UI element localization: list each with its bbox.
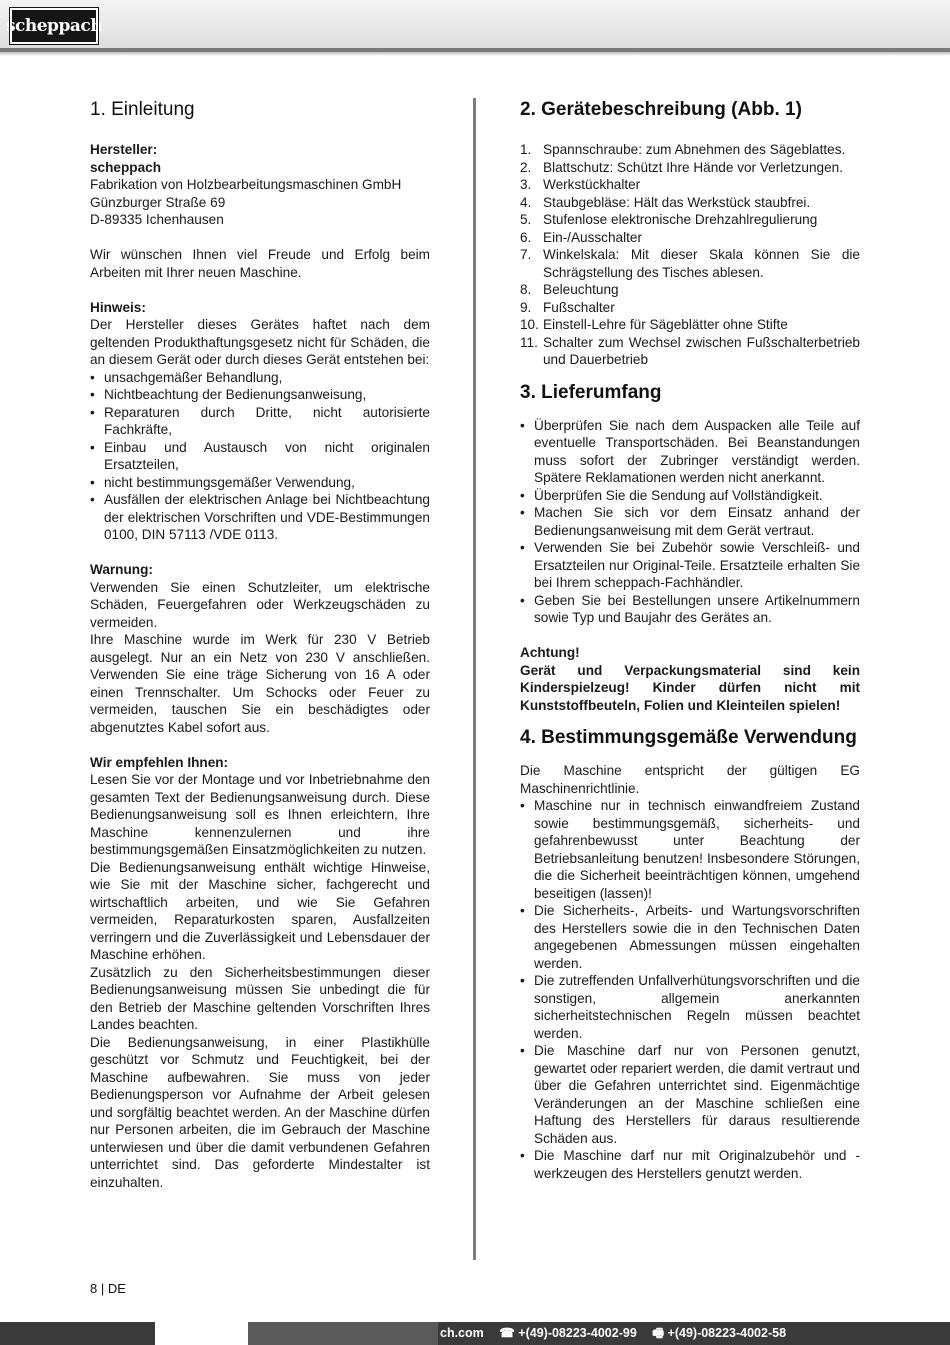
recommend-paragraph: Die Bedienungsanweisung enthält wichtige Hinweise, wie Sie mit der Maschine sicher, fachgerecht und wirtschaftlich arbeiten, und wie Sie Gefahren vermeiden, Reparaturkosten sparen, Ausfallzeiten verringern und die Zuverlässigkeit und Lebensdauer der Maschine erhöhen. bbox=[90, 859, 430, 962]
list-item: • Reparaturen durch Dritte, nicht autorisierte Fachkräfte, bbox=[90, 404, 430, 439]
list-item: • unsachgemäßer Behandlung, bbox=[90, 369, 430, 387]
section-3-title: 3. Lieferumfang bbox=[520, 381, 662, 403]
warning-label: Warnung: bbox=[90, 562, 153, 577]
address-line: D-89335 Ichenhausen bbox=[90, 212, 224, 227]
attention-label: Achtung! bbox=[520, 645, 580, 660]
recommend-label: Wir empfehlen Ihnen: bbox=[90, 754, 229, 770]
list-item: • Verwenden Sie bei Zubehör sowie Verschleiß- und Ersatzteilen nur Original-Teile. Ersatzteile erhalten Sie bei Ihrem scheppach-Fachhändler. bbox=[520, 539, 860, 592]
note-text: Der Hersteller dieses Gerätes haftet nach dem geltenden Produkthaftungsgesetz nicht für Schäden, die an diesem Gerät oder durch dieses Gerät entstehen bei: bbox=[90, 317, 430, 367]
recommend-paragraph: Die Bedienungsanweisung, in einer Plastikhülle geschützt vor Schmutz und Feuchtigkeit, bei der Maschine aufbewahren. Sie muss von jeder Bedienungsperson vor Aufnahme der Arbeit gelesen und sorgfältig beachtet werden. An der Maschine dürfen nur Personen arbeiten, die im Gebrauch der Maschine unterwiesen und über die damit verbundenen Gefahren unterrichtet sind. Das geforderte Mindestalter ist einzuhalten. bbox=[90, 1034, 430, 1190]
note-label: Hinweis: bbox=[90, 299, 146, 315]
attention-text: Gerät und Verpackungsmaterial sind kein Kinderspielzeug! Kinder dürfen nicht mit Kunststoffbeuteln, Folien und Kleinteilen spielen! bbox=[520, 662, 860, 713]
column-divider bbox=[473, 98, 476, 1260]
right-column bbox=[520, 98, 860, 1182]
website-fragment: ch.com bbox=[440, 1326, 484, 1340]
section-1-title: 1. Einleitung bbox=[90, 99, 195, 120]
list-item: • Die Maschine darf nur mit Originalzubehör und -werkzeugen des Herstellers genutzt werden. bbox=[520, 1147, 860, 1182]
fax-number: 🖷 +(49)-08223-4002-58 bbox=[652, 1326, 787, 1340]
list-item: 1. Spannschraube: zum Abnehmen des Sägeblattes. bbox=[520, 142, 846, 157]
warning-paragraph: Ihre Maschine wurde im Werk für 230 V Betrieb ausgelegt. Nur an ein Netz von 230 V anschließen. Verwenden Sie eine träge Sicherung von 16 A oder einen Trennschalter. Um Schocks oder Feuer zu vermeiden, tauschen Sie ein beschädigtes oder abgenutztes Kabel sofort aus. bbox=[90, 632, 430, 735]
address-line: Fabrikation von Holzbearbeitungsmaschinen GmbH bbox=[90, 177, 402, 192]
list-item: • Ausfällen der elektrischen Anlage bei Nichtbeachtung der elektrischen Vorschriften und VDE-Bestimmungen 0100, DIN 57113 /VDE 0113. bbox=[90, 491, 430, 544]
phone-number: ☎ +(49)-08223-4002-99 bbox=[499, 1326, 637, 1340]
manufacturer-label: Hersteller: bbox=[90, 142, 158, 157]
list-item: 5. Stufenlose elektronische Drehzahlregulierung bbox=[520, 212, 818, 227]
list-item: • Die zutreffenden Unfallverhütungsvorschriften und die sonstigen, allgemein anerkannten sicherheitstechnischen Regeln müssen beachtet werden. bbox=[520, 972, 860, 1042]
section-2-title: 2. Gerätebeschreibung (Abb. 1) bbox=[520, 99, 802, 120]
list-item: • Einbau und Austausch von nicht originalen Ersatzteilen, bbox=[90, 439, 430, 474]
warning-paragraph: Verwenden Sie einen Schutzleiter, um elektrische Schäden, Feuergefahren oder Werkzeugschäden zu vermeiden. bbox=[90, 579, 430, 630]
welcome-text: Wir wünschen Ihnen viel Freude und Erfolg beim Arbeiten mit Ihrer neuen Maschine. bbox=[90, 247, 430, 280]
page-number: 8 | DE bbox=[90, 1281, 126, 1296]
note-list bbox=[90, 369, 430, 544]
list-item: 4. Staubgebläse: Hält das Werkstück staubfrei. bbox=[520, 194, 811, 210]
header-shadow bbox=[0, 52, 950, 56]
recommend-paragraph: Zusätzlich zu den Sicherheitsbestimmungen dieser Bedienungsanweisung müssen Sie unbedingt die für den Betrieb der Maschine geltenden Vorschriften Ihres Landes beachten. bbox=[90, 964, 430, 1032]
list-item: • Die Sicherheits-, Arbeits- und Wartungsvorschriften des Herstellers sowie die in den Technischen Daten angegebenen Abmessungen müssen eingehalten werden. bbox=[520, 902, 860, 972]
list-item: • Die Maschine darf nur von Personen genutzt, gewartet oder repariert werden, die damit vertraut und über die Gefahren unterrichtet sind. Eigenmächtige Veränderungen an der Maschine schließen eine Haftung des Herstellers für daraus resultierende Schäden aus. bbox=[520, 1042, 860, 1147]
scheppach-logo bbox=[5, 8, 103, 44]
list-item: • Überprüfen Sie nach dem Auspacken alle Teile auf eventuelle Transportschäden. Bei Beanstandungen muss sofort der Zubringer verständigt werden. Spätere Reklamationen werden nicht anerkannt. bbox=[520, 417, 860, 487]
recommend-paragraph: Lesen Sie vor der Montage und vor Inbetriebnahme den gesamten Text der Bedienungsanweisung durch. Diese Bedienungsanweisung soll es Ihnen erleichtern, Ihre Maschine kennenzulernen und ihre bestimmungsgemäßen Einsatzmöglichkeiten zu nutzen. bbox=[90, 772, 430, 857]
list-item: 2. Blattschutz: Schützt Ihre Hände vor Verletzungen. bbox=[520, 159, 843, 175]
address-line: Günzburger Straße 69 bbox=[90, 194, 226, 210]
list-item: 10. Einstell-Lehre für Sägeblätter ohne Stifte bbox=[520, 317, 788, 332]
list-item: 9. Fußschalter bbox=[520, 299, 615, 315]
list-item: • nicht bestimmungsgemäßer Verwendung, bbox=[90, 474, 430, 492]
list-item: • Machen Sie sich vor dem Einsatz anhand der Bedienungsanweisung mit dem Gerät vertraut. bbox=[520, 504, 860, 539]
usage-intro: Die Maschine entspricht der gültigen EG Maschinenrichtlinie. bbox=[520, 763, 860, 796]
list-item: 7. Winkelskala: Mit dieser Skala können Sie die Schrägstellung des Tisches ablesen. bbox=[520, 247, 860, 280]
list-item: • Maschine nur in technisch einwandfreiem Zustand sowie bestimmungsgemäß, sicherheits- und gefahrenbewusst unter Beachtung der Betriebsanleitung benutzen! Insbesondere Störungen, die die Sicherheit beeinträchtigen können, umgehend beseitigen (lassen)! bbox=[520, 797, 860, 902]
manufacturer-name: scheppach bbox=[90, 159, 162, 175]
delivery-list bbox=[520, 417, 860, 627]
list-item: 8. Beleuchtung bbox=[520, 282, 619, 297]
list-item: 6. Ein-/Ausschalter bbox=[520, 229, 642, 245]
list-item: • Geben Sie bei Bestellungen unsere Artikelnummern sowie Typ und Baujahr des Gerätes an. bbox=[520, 592, 860, 627]
parts-list bbox=[520, 141, 860, 369]
footer-contact bbox=[440, 1323, 798, 1343]
usage-list bbox=[520, 797, 860, 1182]
list-item: 3. Werkstückhalter bbox=[520, 177, 641, 192]
list-item: • Überprüfen Sie die Sendung auf Vollständigkeit. bbox=[520, 487, 860, 505]
page-header bbox=[0, 0, 950, 50]
list-item: • Nichtbeachtung der Bedienungsanweisung, bbox=[90, 386, 430, 404]
logo-text: scheppach bbox=[5, 16, 103, 36]
left-column bbox=[90, 98, 430, 1191]
list-item: 11. Schalter zum Wechsel zwischen Fußschalterbetrieb und Dauerbetrieb bbox=[520, 334, 860, 367]
section-4-title: 4. Bestimmungsgemäße Verwendung bbox=[520, 727, 857, 748]
